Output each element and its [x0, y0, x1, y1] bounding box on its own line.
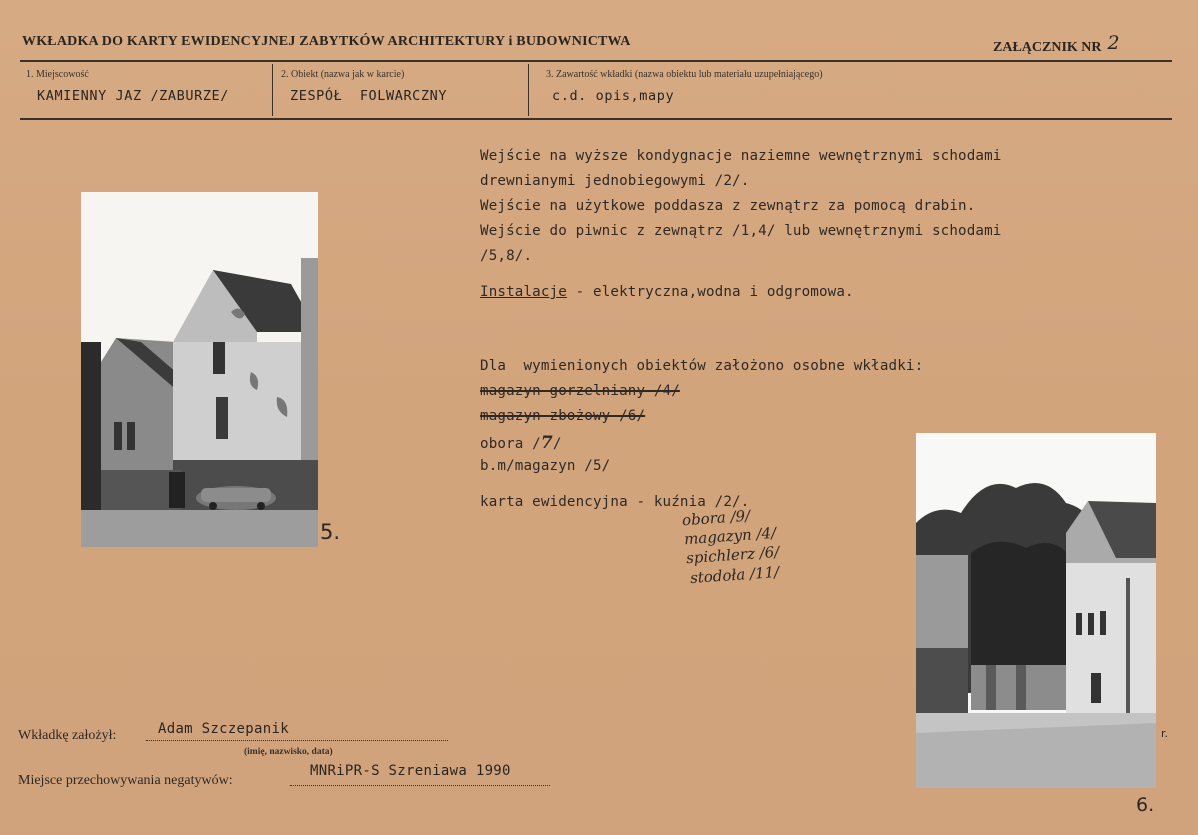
obora-end: /: [552, 436, 562, 452]
attachment-label: ZAŁĄCZNIK NR: [993, 40, 1102, 55]
body-line-5: /5,8/.: [480, 248, 533, 264]
fields-bottom-rule: [20, 118, 1172, 120]
list-item-obora: [480, 433, 562, 453]
negatives-storage-label: Miejsce przechowywania negatywów:: [18, 773, 233, 788]
field-1-label: 1. Miejscowość: [26, 69, 89, 80]
installations-text: - elektryczna,wodna i odgromowa.: [566, 284, 854, 300]
storage-dotted-line: [290, 785, 550, 786]
field-divider-1: [272, 64, 273, 116]
field-3-label: 3. Zawartość wkładki (nazwa obiektu lub materiału uzupełniającego): [546, 69, 823, 80]
top-rule: [20, 60, 1172, 62]
photo-5-number: 5.: [320, 520, 341, 544]
list-item-magazyn-gorzelniany: magazyn gorzelniany /4/: [480, 383, 680, 399]
photo-5: [81, 192, 318, 547]
author-label: Wkładkę założył:: [18, 728, 117, 743]
body-line-1: Wejście na wyższe kondygnacje naziemne wewnętrznymi schodami: [480, 148, 1002, 164]
negatives-storage-value: MNRiPR-S Szreniawa 1990: [310, 763, 511, 779]
photo-6: [916, 433, 1156, 788]
card-title: WKŁADKA DO KARTY EWIDENCYJNEJ ZABYTKÓW ARCHITEKTURY i BUDOWNICTWA: [22, 34, 631, 49]
handwritten-obora: obora /9/: [681, 506, 751, 530]
field-divider-2: [528, 64, 529, 116]
obora-number-handwritten: 7: [540, 433, 553, 453]
photo-5-image: [81, 192, 318, 547]
author-dotted-line: [146, 740, 448, 741]
installations-label: Instalacje: [480, 284, 567, 300]
photo-6-number: 6.: [1136, 794, 1155, 816]
photo-6-side-mark: r.: [1161, 727, 1169, 740]
handwritten-magazyn: magazyn /4/: [683, 523, 777, 549]
list-item-karta-kuznia: karta ewidencyjna - kuźnia /2/.: [480, 494, 750, 510]
author-hint: (imię, nazwisko, data): [244, 747, 333, 757]
field-2-label: 2. Obiekt (nazwa jak w karcie): [281, 69, 405, 80]
field-1-value: KAMIENNY JAZ /ZABURZE/: [37, 88, 230, 104]
body-line-3: Wejście na użytkowe poddasza z zewnątrz za pomocą drabin.: [480, 198, 976, 214]
handwritten-stodola: stodoła /11/: [689, 562, 780, 588]
list-item-magazyn-zbozowy: magazyn zbożowy /6/: [480, 408, 646, 424]
field-3-value: c.d. opis,mapy: [552, 88, 675, 104]
field-2-value: ZESPÓŁ FOLWARCZNY: [290, 88, 448, 104]
handwritten-spichlerz: spichlerz /6/: [685, 542, 780, 568]
separate-inserts-intro: Dla wymienionych obiektów założono osobne wkładki:: [480, 358, 924, 374]
attachment-number-value: 2: [1107, 32, 1120, 54]
body-line-4: Wejście do piwnic z zewnątrz /1,4/ lub wewnętrznymi schodami: [480, 223, 1002, 239]
obora-text: obora /: [480, 436, 541, 452]
author-value: Adam Szczepanik: [158, 721, 289, 737]
installations-line: [480, 284, 854, 300]
list-item-bm-magazyn: b.m/magazyn /5/: [480, 458, 611, 474]
attachment-number: [993, 34, 1120, 56]
body-line-2: drewnianymi jednobiegowymi /2/.: [480, 173, 750, 189]
photo-6-image: [916, 433, 1156, 788]
